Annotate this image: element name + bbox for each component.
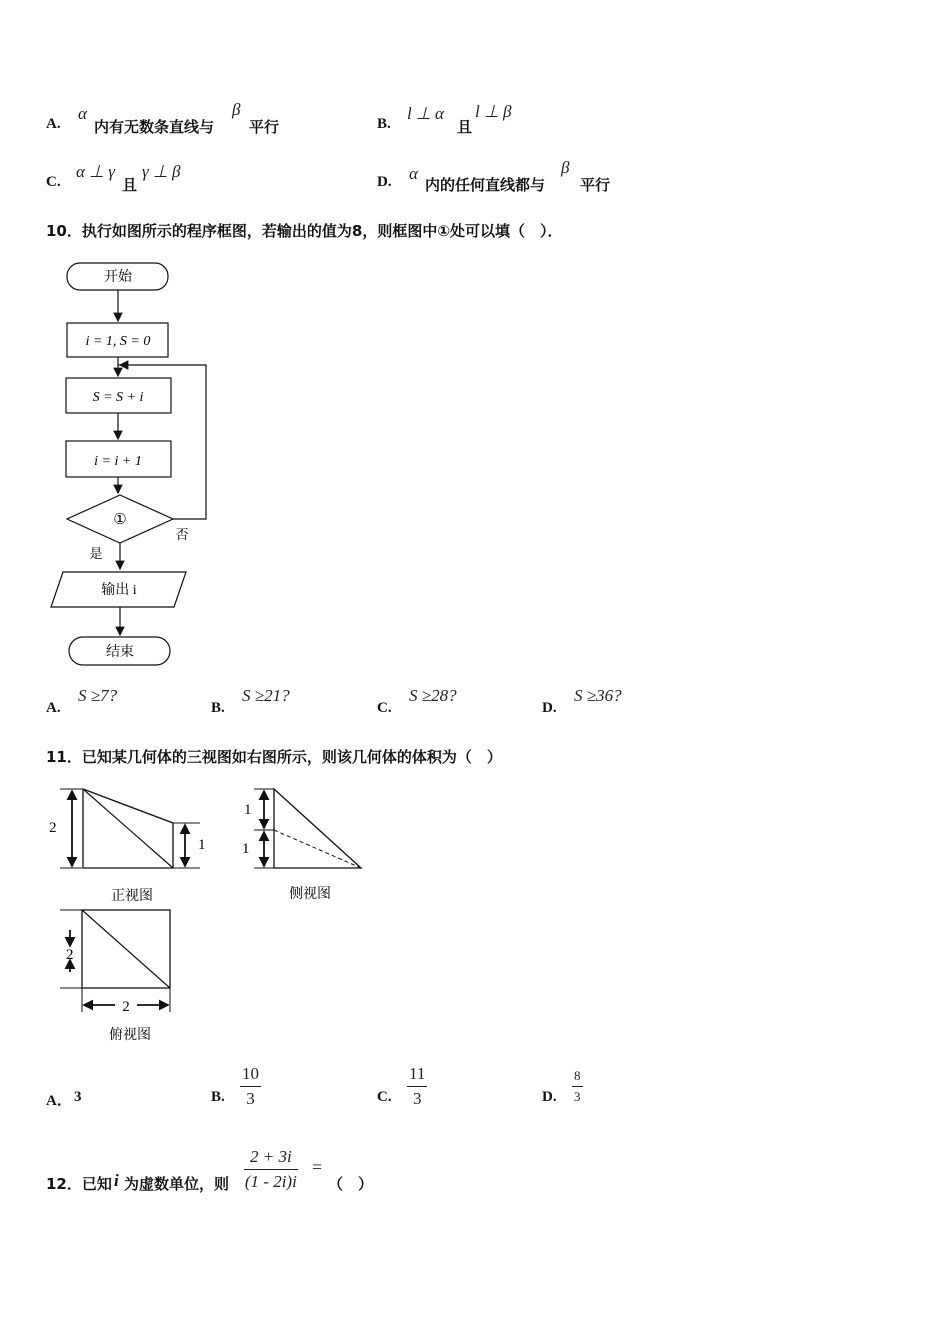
q12-equals: = [312,1157,323,1177]
top-width-2: 2 [122,999,130,1015]
top-height-2: 2 [66,947,74,963]
math-beta: β [561,158,570,177]
fraction-10-3: $\frac{10}{3}$ [242,1064,259,1108]
flow-no-label: 否 [175,527,189,542]
option-label: B. [377,116,391,132]
flow-output-text: 输出 i [101,583,137,598]
math-expr: γ ⊥ β [142,162,181,181]
option-text: 且 [122,176,138,194]
math-alpha: α [409,164,418,183]
flow-yes-label: 是 [89,546,103,561]
flow-start-text: 开始 [104,270,132,285]
side-view-label: 侧视图 [289,887,331,902]
side-view-figure [230,780,380,910]
option-text: 内的任何直线都与 [425,176,546,194]
option-label: A. [46,700,61,716]
front-view-figure [40,780,220,910]
flow-end-text: 结束 [106,645,134,660]
side-height-1b: 1 [242,841,250,857]
q12-prefix: 12．已知 [46,1175,112,1193]
option-label: B. [211,1089,225,1105]
option-math: S ≥36? [574,686,622,705]
q9-option-d [377,158,697,202]
q12-fraction: $\frac{2 + 3i}{(1 - 2i)i}$ [244,1147,297,1191]
option-math: S ≥7? [78,686,118,705]
option-label: D. [377,174,392,190]
flow-init-text: i = 1, S = 0 [85,334,151,349]
option-label: C. [377,700,392,716]
q10-stem: 10．执行如图所示的程序框图，若输出的值为8，则框图中①处可以填（ ）． [46,222,563,240]
fraction-11-3: $\frac{11}{3}$ [409,1064,426,1108]
q11-options [46,1062,746,1112]
option-text: 内有无数条直线与 [94,118,215,136]
q9-option-b [377,104,677,144]
fraction-8-3: $\frac{8}{3}$ [574,1068,581,1104]
math-alpha: α [78,104,87,123]
flow-step1-text: S = S + i [92,390,144,405]
option-text: 平行 [580,176,611,194]
option-label: A． [46,1093,72,1109]
top-view-figure [40,900,200,1050]
q12-mid: 为虚数单位，则 [124,1175,230,1193]
math-expr: α ⊥ γ [76,162,115,181]
option-value: 3 [74,1089,82,1105]
q9-option-c [46,162,346,202]
q10-options [46,686,746,722]
option-label: C. [377,1089,392,1105]
front-height-1: 1 [198,837,206,853]
option-math: S ≥21? [242,686,290,705]
option-label: C. [46,174,61,190]
q12-stem [46,1145,546,1200]
option-label: A. [46,116,61,132]
front-view-label: 正视图 [111,889,153,904]
q12-i: i [114,1171,119,1190]
math-expr: l ⊥ β [475,102,512,121]
flow-decision-text: ① [113,512,127,528]
top-view-label: 俯视图 [109,1028,151,1043]
option-text: 平行 [249,118,280,136]
option-label: D. [542,700,557,716]
math-beta: β [232,100,241,119]
q11-stem: 11．已知某几何体的三视图如右图所示，则该几何体的体积为（ ） [46,748,502,766]
option-text: 且 [457,118,473,136]
option-label: B. [211,700,225,716]
flowchart [40,255,270,675]
option-label: D. [542,1089,557,1105]
option-math: S ≥28? [409,686,457,705]
side-height-1a: 1 [244,802,252,818]
q9-option-a [46,100,346,144]
q12-paren: （ ） [328,1175,374,1193]
front-height-2: 2 [49,820,57,836]
flow-step2-text: i = i + 1 [94,454,142,469]
math-expr: l ⊥ α [407,104,444,123]
